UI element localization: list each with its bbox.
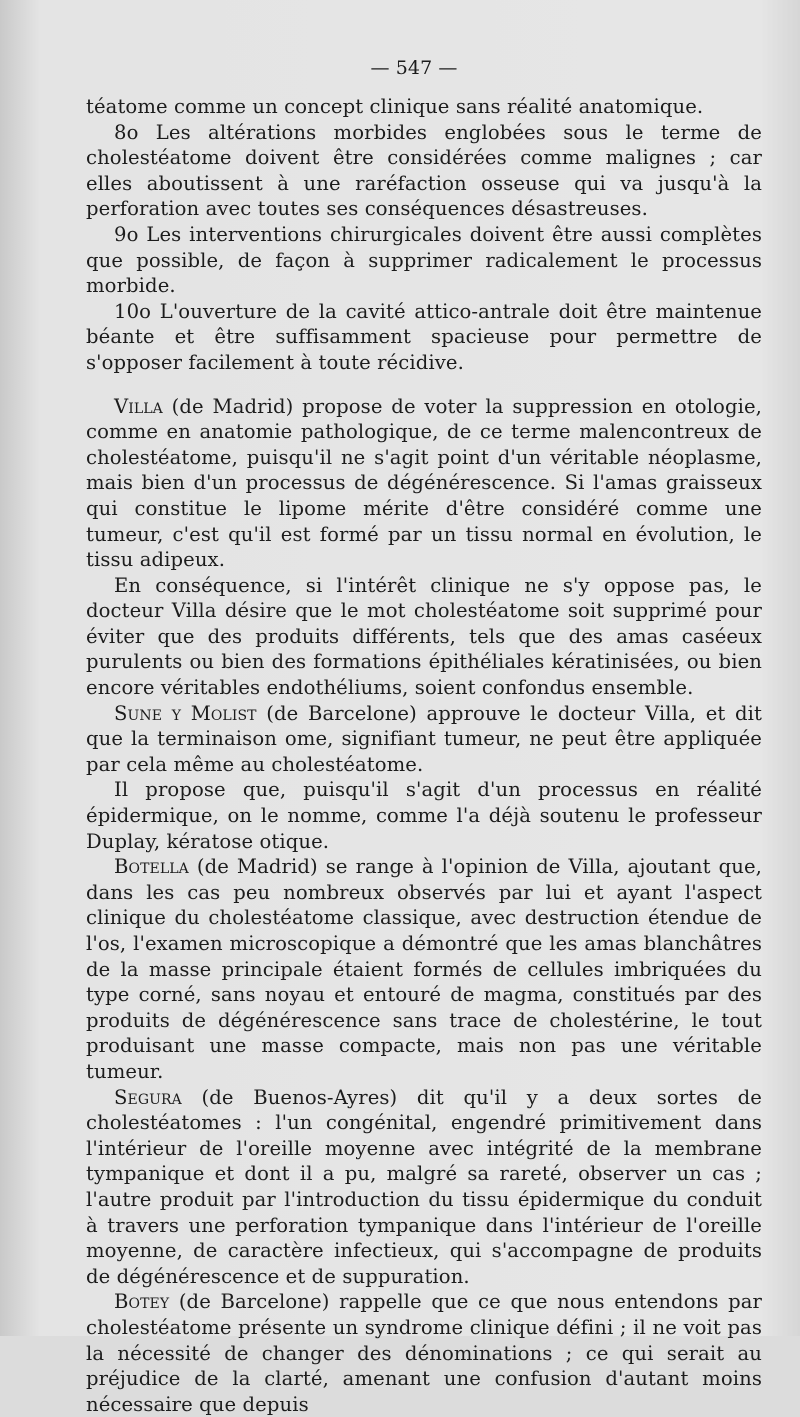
author-name: Segura — [114, 1085, 182, 1109]
botey-paragraph — [86, 1289, 762, 1417]
botella-paragraph — [86, 854, 762, 1084]
paragraph-text: 8o Les altérations morbides englobées sous le terme de cholestéatome doivent être considérées comme malignes ; car elles aboutissent à une raréfaction osseuse qui va jusqu'à la perforation avec toutes ses conséquences désastreuses. — [86, 120, 762, 221]
paragraph-text: Il propose que, puisqu'il s'agit d'un processus en réalité épidermique, on le nomme, comme l'a déjà soutenu le professeur Duplay, kératose otique. — [86, 778, 762, 853]
conclusion-item-8 — [86, 120, 762, 222]
villa-paragraph — [86, 394, 762, 573]
continuation-paragraph — [86, 94, 762, 120]
paragraph-text: (de Buenos-Ayres) dit qu'il y a deux sortes de cholestéatomes : l'un congénital, engendré primitivement dans l'intérieur de l'oreille moyenne avec intégrité de la membrane tympanique et dont il a pu, malgré sa rareté, observer un cas ; l'autre produit par l'introduction du tissu épidermique du conduit à travers une perforation tympanique dans l'intérieur de l'oreille moyenne, de caractère infectieux, qui s'accompagne de produits de dégénérescence et de suppuration. — [86, 1085, 762, 1288]
author-name: Botella — [114, 855, 189, 879]
sune-paragraph — [86, 701, 762, 778]
paragraph-text: (de Madrid) se range à l'opinion de Villa, ajoutant que, dans les cas peu nombreux observés par lui et ayant l'aspect clinique du cholestéatome classique, avec destruction étendue de l'os, l'examen microscopique a démontré que les amas blanchâtres de la masse principale étaient formés de cellules imbriquées du type corné, sans noyau et entouré de magma, constitués par des produits de dégénérescence sans trace de cholestérine, le tout produisant une masse compacte, mais non pas une véritable tumeur. — [86, 855, 762, 1083]
paragraph-text: (de Madrid) propose de voter la suppression en otologie, comme en anatomie pathologique, de ce terme malencontreux de cholestéatome, puisqu'il ne s'agit point d'un véritable néoplasme, mais bien d'un processus de dégénérescence. Si l'amas graisseux qui constitue le lipome mérite d'être considéré comme une tumeur, c'est qu'il est formé par un tissu normal en évolution, le tissu adipeux. — [86, 394, 762, 572]
villa-consequence-paragraph — [86, 573, 762, 701]
paragraph-text: téatome comme un concept clinique sans réalité anatomique. — [86, 95, 704, 118]
author-name: Sune y Molist — [114, 701, 257, 725]
paragraph-text: (de Barcelone) approuve le docteur Villa, et dit que la terminaison ome, signifiant tumeur, ne peut être appliquée par cela même au cholestéatome. — [86, 701, 762, 776]
page-number: — 547 — — [370, 57, 458, 79]
paragraph-text: 10o L'ouverture de la cavité attico-antrale doit être maintenue béante et être suffisamment spacieuse pour permettre de s'opposer facilement à toute récidive. — [86, 299, 762, 374]
paragraph-text: 9o Les interventions chirurgicales doivent être aussi complètes que possible, de façon à supprimer radicalement le processus morbide. — [86, 222, 762, 298]
segura-paragraph — [86, 1085, 762, 1290]
author-name: Villa — [114, 394, 163, 418]
paragraph-text: (de Barcelone) rappelle que ce que nous entendons par cholestéatome présente un syndrome clinique défini ; il ne voit pas la nécessité de changer des dénominations ; ce qui serait au préjudice de la clarté, amenant une confusion d'autant moins nécessaire que depuis — [86, 1290, 762, 1416]
conclusion-item-9 — [86, 222, 762, 299]
conclusion-item-10 — [86, 299, 762, 376]
sune-proposal-paragraph — [86, 777, 762, 854]
author-name: Botey — [114, 1290, 170, 1314]
paragraph-text: En conséquence, si l'intérêt clinique ne s'y oppose pas, le docteur Villa désire que le mot cholestéatome soit supprimé pour éviter que des produits différents, tels que des amas caséeux purulents ou bien des formations épithéliales kératinisées, ou bien encore véritables endothéliums, soient confondus ensemble. — [86, 573, 762, 700]
